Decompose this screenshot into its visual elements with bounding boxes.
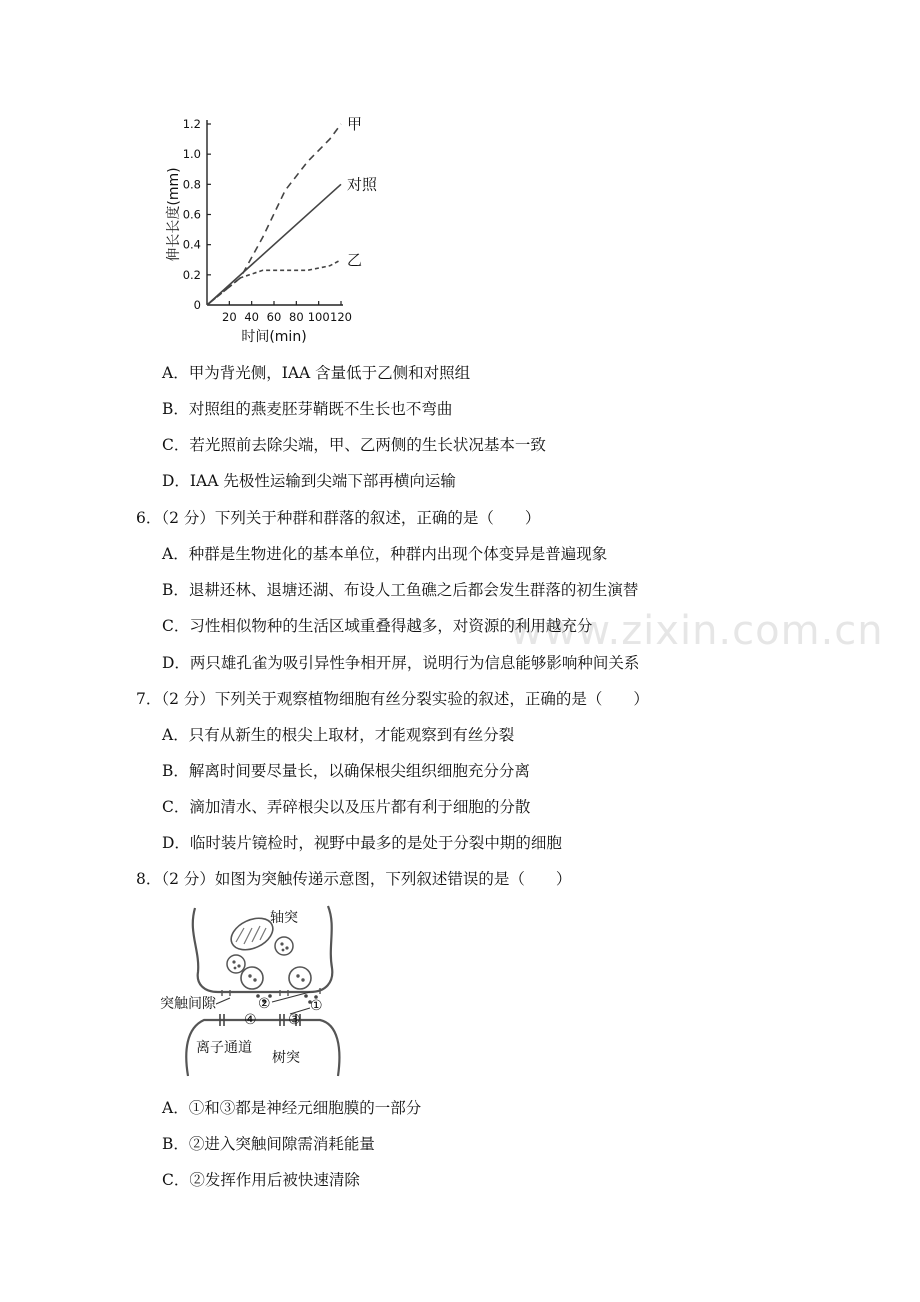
y-axis-label: 伸长长度(mm) — [166, 167, 182, 262]
dendrite-label: 树突 — [272, 1050, 300, 1066]
x-tick-label: 20 — [222, 310, 237, 324]
series-line-1 — [207, 184, 341, 305]
x-tick-label: 80 — [289, 310, 304, 324]
marker-1: ① — [310, 998, 323, 1014]
growth-chart — [160, 110, 400, 355]
axon-label: 轴突 — [270, 910, 298, 926]
q8-option-b[interactable]: B．②进入突触间隙需消耗能量 — [162, 1135, 375, 1153]
series-label-1: 对照 — [347, 175, 378, 194]
marker-3: ③ — [288, 1012, 301, 1028]
x-tick-label: 60 — [266, 310, 282, 324]
q7-option-c[interactable]: C．滴加清水、弄碎根尖以及压片都有利于细胞的分散 — [162, 798, 531, 816]
marker-4: ④ — [244, 1012, 257, 1028]
y-tick-label: 1.2 — [182, 117, 201, 131]
q7-option-d[interactable]: D．临时装片镜检时，视野中最多的是处于分裂中期的细胞 — [162, 834, 562, 852]
q6-option-c[interactable]: C．习性相似物种的生活区域重叠得越多，对资源的利用越充分 — [162, 617, 593, 635]
x-axis-label: 时间(min) — [241, 329, 307, 345]
synapse-diagram — [160, 902, 360, 1080]
q8-stem: 8．（2 分）如图为突触传递示意图，下列叙述错误的是（ ） — [136, 870, 572, 888]
series-label-2: 乙 — [347, 250, 363, 269]
x-tick-label: 120 — [330, 310, 352, 324]
q8-option-c[interactable]: C．②发挥作用后被快速清除 — [162, 1171, 360, 1189]
q7-stem: 7．（2 分）下列关于观察植物细胞有丝分裂实验的叙述，正确的是（ ） — [136, 690, 649, 708]
y-tick-label: 0.2 — [182, 267, 201, 282]
series-label-0: 甲 — [347, 115, 363, 133]
q6-option-a[interactable]: A．种群是生物进化的基本单位，种群内出现个体变异是普遍现象 — [162, 545, 608, 563]
q5-option-c[interactable]: C．若光照前去除尖端，甲、乙两侧的生长状况基本一致 — [162, 436, 546, 454]
q5-option-d[interactable]: D．IAA 先极性运输到尖端下部再横向运输 — [162, 472, 456, 490]
watermark: www.zixin.com.cn — [510, 608, 884, 654]
y-tick-label: 1.0 — [182, 147, 201, 162]
mitochondrion-cristae — [236, 926, 266, 944]
vesicle — [227, 955, 245, 973]
q5-option-b[interactable]: B．对照组的燕麦胚芽鞘既不生长也不弯曲 — [162, 400, 453, 418]
vesicle — [275, 937, 293, 955]
docking-vesicle — [289, 967, 311, 989]
x-tick-label: 40 — [244, 310, 259, 324]
marker-2: ② — [258, 996, 271, 1012]
q5-option-a[interactable]: A．甲为背光侧，IAA 含量低于乙侧和对照组 — [162, 364, 471, 382]
q7-option-b[interactable]: B．解离时间要尽量长，以确保根尖组织细胞充分分离 — [162, 762, 530, 780]
y-tick-label: 0.8 — [182, 177, 201, 192]
docking-vesicle — [241, 967, 263, 989]
series-line-2 — [207, 260, 341, 305]
y-tick-label: 0.4 — [182, 237, 201, 252]
y-tick-label: 0.6 — [182, 207, 201, 222]
ion-channel-label: 离子通道 — [196, 1040, 252, 1056]
y-tick-label: 0 — [193, 298, 201, 312]
q6-option-d[interactable]: D．两只雄孔雀为吸引异性争相开屏，说明行为信息能够影响种间关系 — [162, 654, 640, 672]
series-line-0 — [207, 124, 341, 305]
q6-option-b[interactable]: B．退耕还林、退塘还湖、布设人工鱼礁之后都会发生群落的初生演替 — [162, 581, 639, 599]
x-tick-label: 100 — [307, 310, 330, 324]
q7-option-a[interactable]: A．只有从新生的根尖上取材，才能观察到有丝分裂 — [162, 726, 515, 744]
synaptic-cleft-label: 突触间隙 — [160, 996, 216, 1012]
q8-option-a[interactable]: A．①和③都是神经元细胞膜的一部分 — [162, 1099, 422, 1117]
q6-stem: 6．（2 分）下列关于种群和群落的叙述，正确的是（ ） — [136, 509, 541, 527]
